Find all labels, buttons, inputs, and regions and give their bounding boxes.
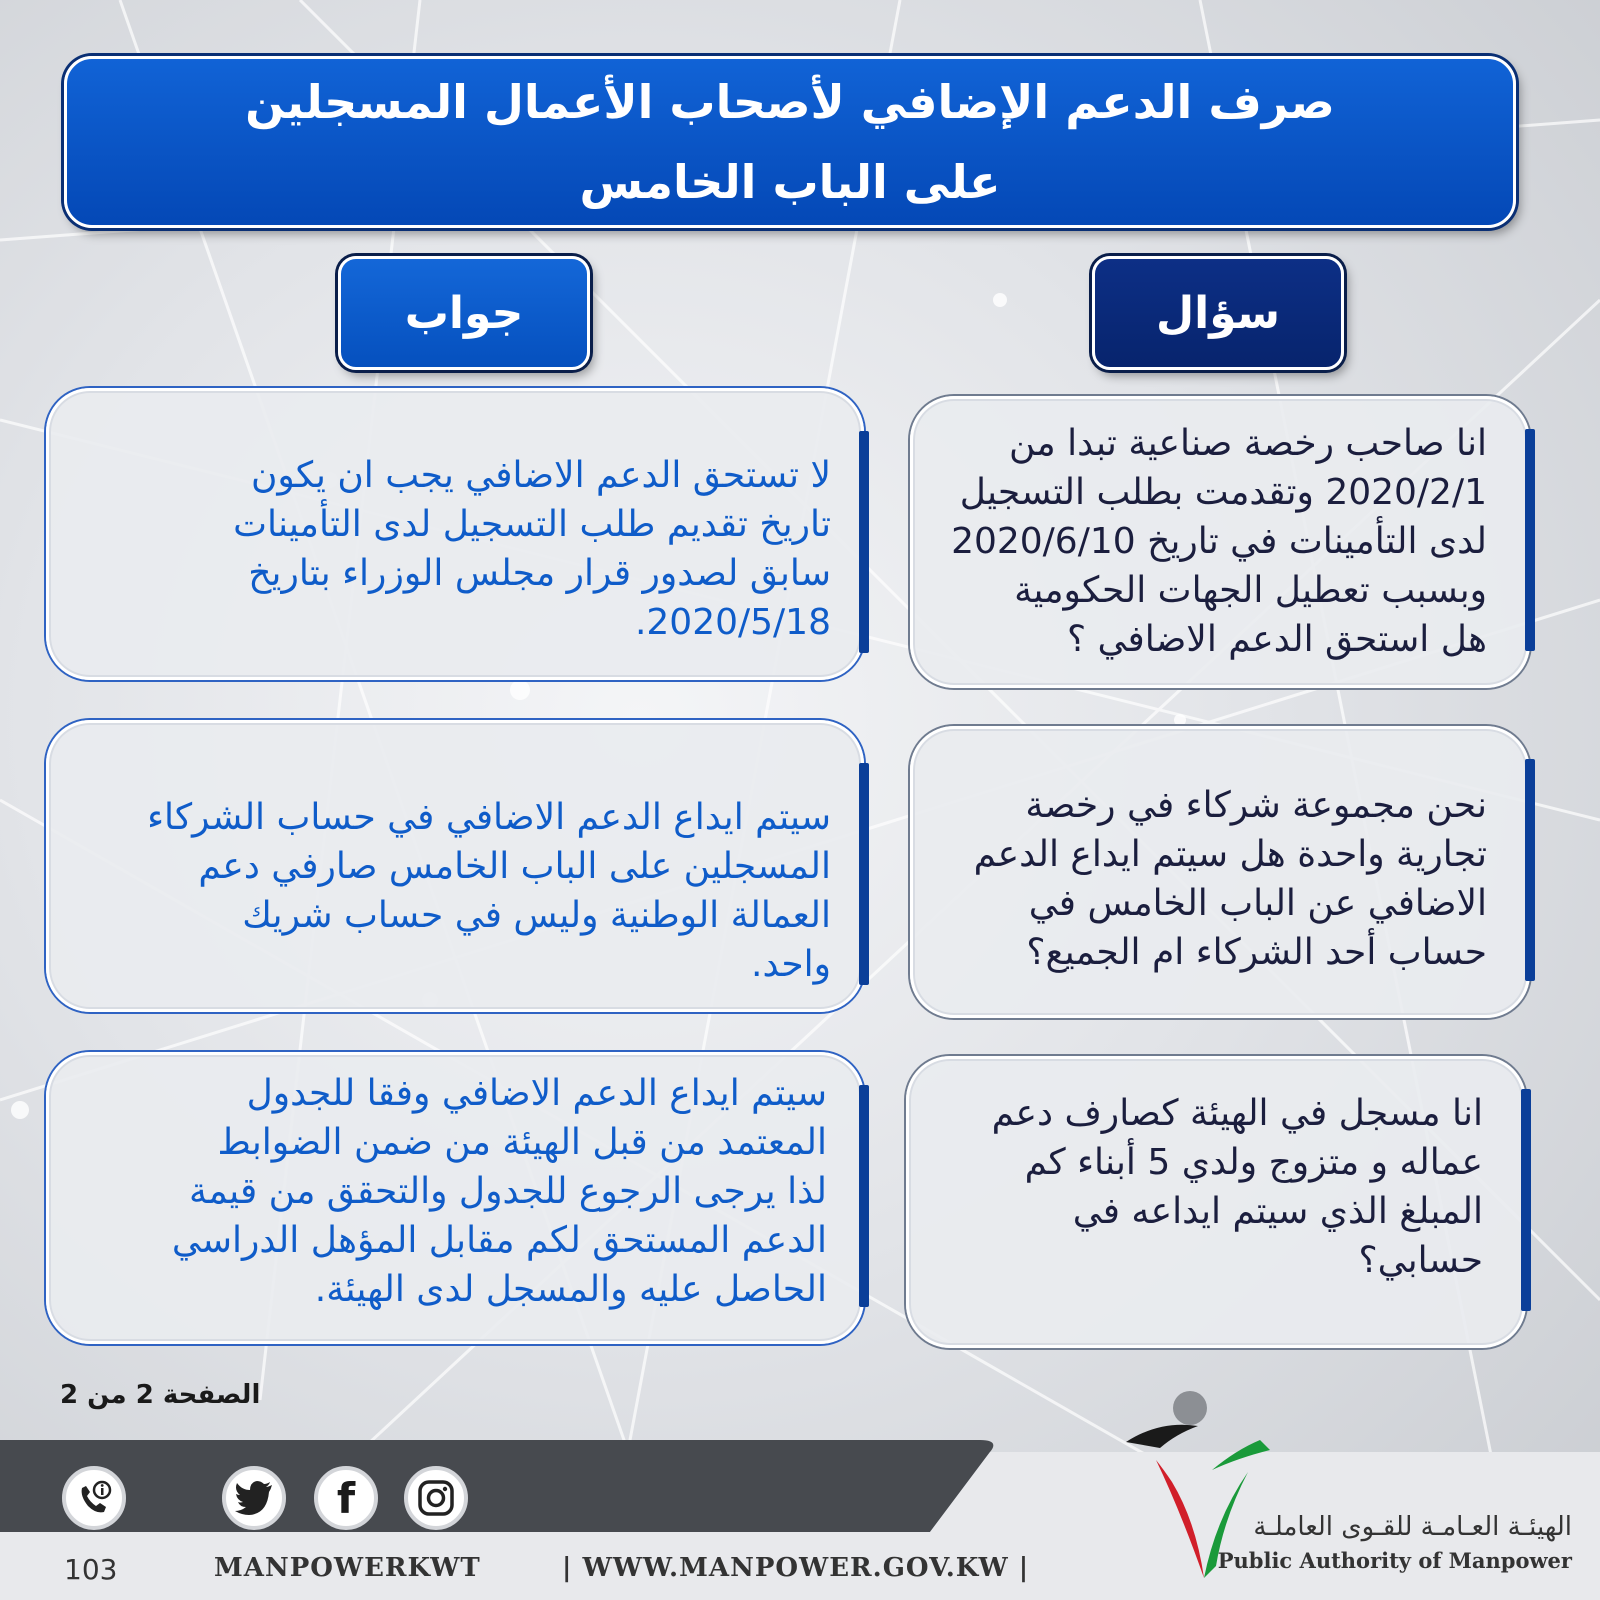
answer-line: الدعم المستحق لكم مقابل المؤهل الدراسي <box>171 1220 827 1261</box>
question-card-3 <box>906 1056 1526 1348</box>
question-line: عماله و متزوج ولدي 5 أبناء كم <box>1024 1142 1483 1183</box>
question-card-accent-bar <box>1525 759 1535 981</box>
question-line: حسابي؟ <box>1358 1240 1483 1281</box>
question-line: حساب أحد الشركاء ام الجميع؟ <box>1026 932 1487 973</box>
answer-line: سيتم ايداع الدعم الاضافي وفقا للجدول <box>246 1073 827 1114</box>
website-link[interactable]: | WWW.MANPOWER.GOV.KW | <box>562 1553 1030 1583</box>
instagram-icon[interactable] <box>404 1466 468 1530</box>
answer-header: جواب <box>338 256 590 370</box>
answer-card-1 <box>46 388 864 680</box>
question-line: هل استحق الدعم الاضافي ؟ <box>1066 619 1487 660</box>
answer-line: العمالة الوطنية وليس في حساب شريك <box>242 895 831 936</box>
answer-text-3 <box>47 1069 827 1314</box>
question-card-accent-bar <box>1525 429 1535 651</box>
question-line: الاضافي عن الباب الخامس في <box>1028 883 1487 924</box>
answer-line: لذا يرجى الرجوع للجدول والتحقق من قيمة <box>189 1171 827 1212</box>
question-card-accent-bar <box>1521 1089 1531 1311</box>
title-line-1: صرف الدعم الإضافي لأصحاب الأعمال المسجلين <box>245 75 1335 129</box>
question-text-2 <box>917 781 1487 977</box>
question-line: لدى التأمينات في تاريخ 2020/6/10 <box>951 521 1487 562</box>
answer-card-accent-bar <box>859 1085 869 1307</box>
question-line: انا مسجل في الهيئة كصارف دعم <box>991 1093 1483 1134</box>
answer-line: لا تستحق الدعم الاضافي يجب ان يكون <box>250 455 831 496</box>
answer-text-1 <box>61 451 831 647</box>
answer-line: المسجلين على الباب الخامس صارفي دعم <box>198 846 831 887</box>
question-header: سؤال <box>1092 256 1344 370</box>
page-indicator: الصفحة 2 من 2 <box>60 1380 261 1410</box>
question-line: 2020/2/1 وتقدمت بطلب التسجيل <box>959 472 1487 513</box>
info-phone-icon[interactable] <box>62 1466 126 1530</box>
answer-line: سيتم ايداع الدعم الاضافي في حساب الشركاء <box>147 797 831 838</box>
answer-line: 2020/5/18. <box>634 602 831 643</box>
answer-card-accent-bar <box>859 431 869 653</box>
answer-card-accent-bar <box>859 763 869 985</box>
hotline-number[interactable]: 103 <box>64 1553 118 1586</box>
social-handle[interactable]: MANPOWERKWT <box>214 1553 481 1583</box>
answer-line: تاريخ تقديم طلب التسجيل لدى التأمينات <box>233 504 831 545</box>
question-line: تجارية واحدة هل سيتم ايداع الدعم <box>973 834 1487 875</box>
question-text-3 <box>913 1089 1483 1285</box>
answer-card-3 <box>46 1052 864 1344</box>
answer-card-2 <box>46 720 864 1012</box>
title-line-2: على الباب الخامس <box>579 155 1001 209</box>
facebook-icon[interactable]: f <box>314 1466 378 1530</box>
question-card-1 <box>910 396 1530 688</box>
answer-line: سابق لصدور قرار مجلس الوزراء بتاريخ <box>248 553 831 594</box>
answer-line: المعتمد من قبل الهيئة من ضمن الضوابط <box>217 1122 827 1163</box>
org-name-english: Public Authority of Manpower <box>1217 1548 1572 1573</box>
twitter-icon[interactable] <box>222 1466 286 1530</box>
question-text-1 <box>917 419 1487 664</box>
question-line: وبسبب تعطيل الجهات الحكومية <box>1014 570 1487 611</box>
title-banner <box>64 56 1516 228</box>
question-line: انا صاحب رخصة صناعية تبدا من <box>1008 423 1487 464</box>
answer-line: الحاصل عليه والمسجل لدى الهيئة. <box>314 1269 827 1310</box>
question-card-2 <box>910 726 1530 1018</box>
org-name-arabic: الهيئـة العـامـة للقـوى العاملـة <box>1253 1512 1572 1542</box>
answer-text-2 <box>51 793 831 989</box>
answer-line: واحد. <box>751 944 831 985</box>
question-line: المبلغ الذي سيتم ايداعه في <box>1072 1191 1483 1232</box>
question-line: نحن مجموعة شركاء في رخصة <box>1025 785 1487 826</box>
